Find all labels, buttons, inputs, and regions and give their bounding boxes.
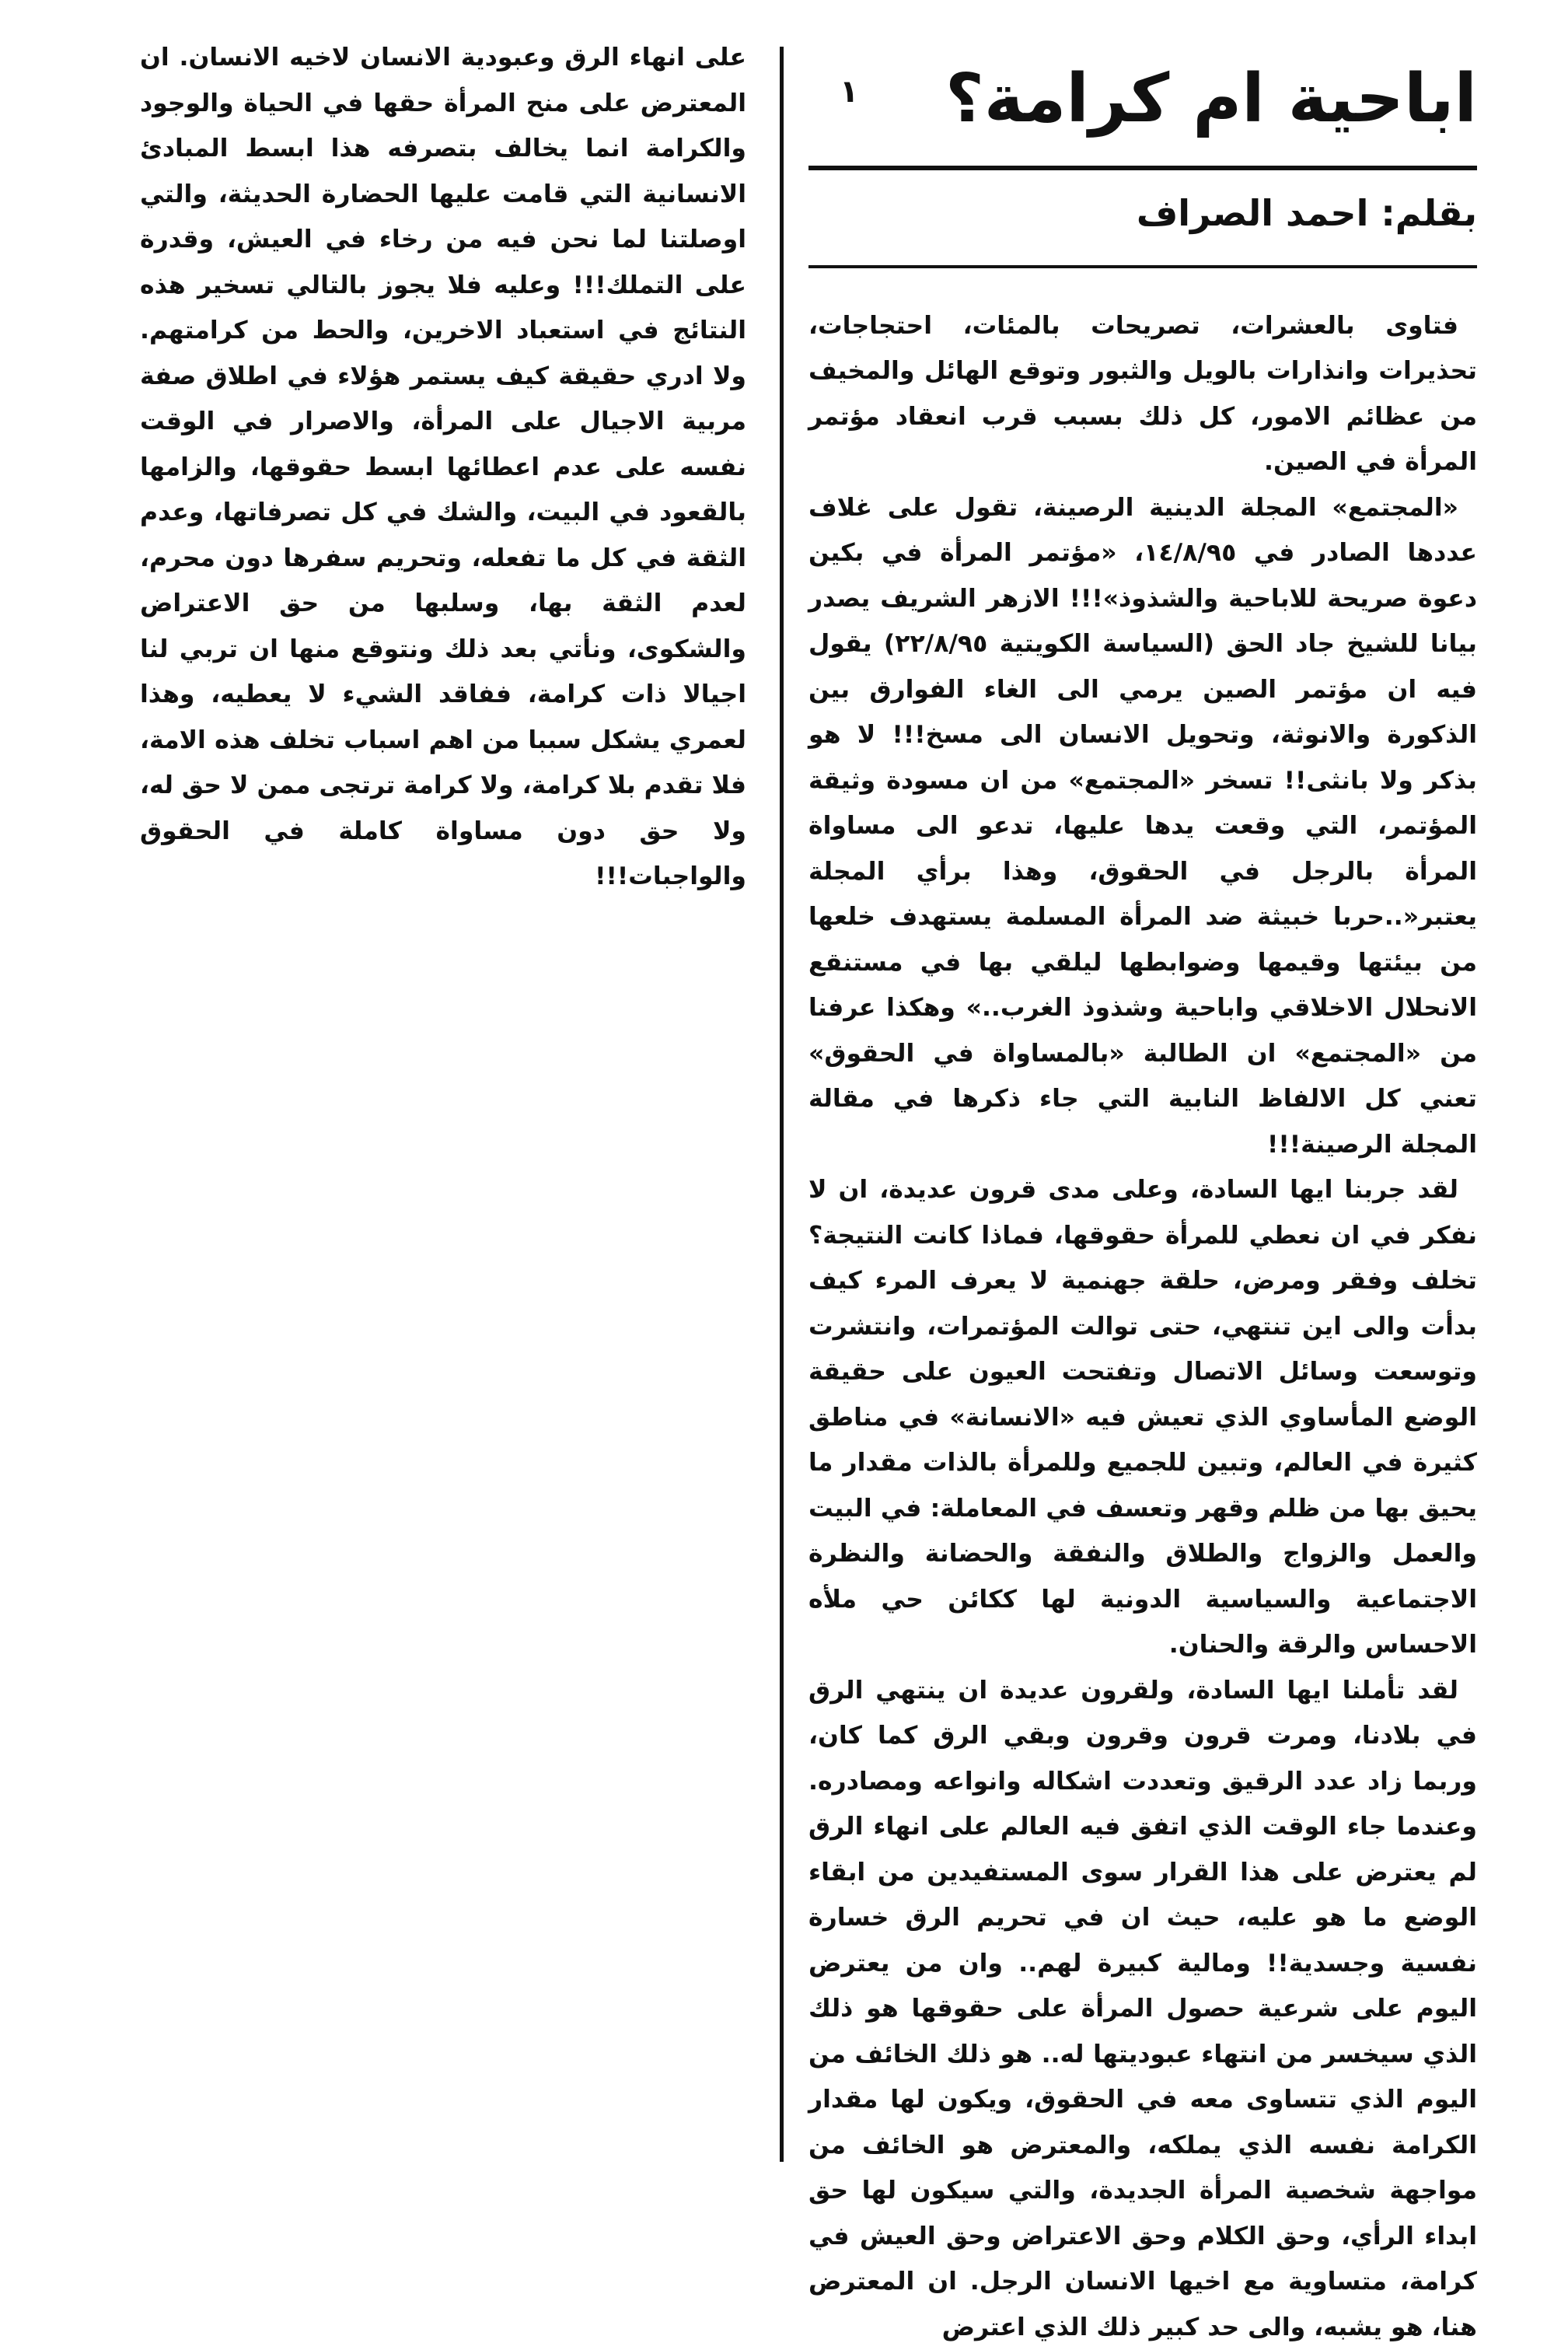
paragraph-1: فتاوى بالعشرات، تصريحات بالمئات، احتجاجات، تحذيرات وانذارات بالويل والثبور وتوقع الهائل والمخيف من عظائم الامور، كل ذلك بسبب قرب انعقاد مؤتمر المرأة في الصين. [808,311,1477,477]
paragraph-2: «المجتمع» المجلة الدينية الرصينة، تقول على غلاف عددها الصادر في ١٤/٨/٩٥، «مؤتمر المرأة في بكين دعوة صريحة للاباحية والشذوذ»!!! الازهر الشريف يصدر بيانا للشيخ جاد الحق (السياسة الكويتية ٢٢/٨/٩٥) يقول فيه ان مؤتمر الصين يرمي الى الغاء الفوارق بين الذكورة والانوثة، وتحويل الانسان الى مسخ!!! لا هو بذكر ولا بانثى!! تسخر «المجتمع» من ان مسودة وثيقة المؤتمر، التي وقعت يدها عليها، تدعو الى مساواة المرأة بالرجل في الحقوق، وهذا برأي المجلة يعتبر«..حربا خبيثة ضد المرأة المسلمة يستهدف خلعها من بيئتها وقيمها وضوابطها ليلقي بها في مستنقع الانحلال الاخلاقي واباحية وشذوذ الغرب..» وهكذا عرفنا من «المجتمع» ان الطالبة «بالمساواة في الحقوق» تعني كل الالفاظ النابية التي جاء ذكرها في مقالة المجلة الرصينة!!! [808,493,1478,1159]
page-number-mark: ١ [840,74,859,110]
continuation-text: على انهاء الرق وعبودية الانسان لاخيه الانسان. ان المعترض على منح المرأة حقها في الحياة والوجود والكرامة انما يخالف بتصرفه هذا ابسط المبادئ الانسانية التي قامت عليها الحضارة الحديثة، والتي اوصلتنا لما نحن فيه من رخاء في العيش، وقدرة على التملك!!! وعليه فلا يجوز بالتالي تسخير هذه النتائج في استعباد الاخرين، والحط من كرامتهم. ولا ادري حقيقة كيف يستمر هؤلاء في اطلاق صفة مربية الاجيال على المرأة، والاصرار في الوقت نفسه على عدم اعطائها ابسط حقوقها، والزامها بالقعود في البيت، والشك في كل تصرفاتها، وعدم الثقة في كل ما تفعله، وتحريم سفرها دون محرم، لعدم الثقة بها، وسلبها من حق الاعتراض والشكوى، ونأتي بعد ذلك ونتوقع منها ان تربي لنا اجيالا ذات كرامة، ففاقد الشيء لا يعطيه، وهذا لعمري يشكل سببا من اهم اسباب تخلف هذه الامة، فلا تقدم بلا كرامة، ولا كرامة ترتجى ممن لا حق له، ولا حق دون مساواة كاملة في الحقوق والواجبات!!! [140,44,746,890]
paragraph-3: لقد جربنا ايها السادة، وعلى مدى قرون عديدة، ان لا نفكر في ان نعطي للمرأة حقوقها، فماذا كانت النتيجة؟ تخلف وفقر ومرض، حلقة جهنمية لا يعرف المرء كيف بدأت والى اين تنتهي، حتى توالت المؤتمرات، وانتشرت وتوسعت وسائل الاتصال وتفتحت العيون على حقيقة الوضع المأساوي الذي تعيش فيه «الانسانة» في مناطق كثيرة في العالم، وتبين للجميع وللمرأة بالذات مقدار ما يحيق بها من ظلم وقهر وتعسف في المعاملة: في البيت والعمل والزواج والطلاق والنفقة والحضانة والنظرة الاجتماعية والسياسية الدونية لها ككائن حي ملأه الاحساس والرقة والحنان. [808,1176,1477,1659]
article-headline: اباحية ام كرامة؟ [945,60,1477,138]
column-divider [780,47,784,2162]
paragraph-4: لقد تأملنا ايها السادة، ولقرون عديدة ان ينتهي الرق في بلادنا، ومرت قرون وقرون وبقي الرق كما كان، وربما زاد عدد الرقيق وتعددت اشكاله وانواعه ومصادره. وعندما جاء الوقت الذي اتفق فيه العالم على انهاء الرق لم يعترض على هذا القرار سوى المستفيدين من ابقاء الوضع ما هو عليه، حيث ان في تحريم الرق خسارة نفسية وجسدية!! ومالية كبيرة لهم.. وان من يعترض اليوم على شرعية حصول المرأة على حقوقها هو ذلك الذي سيخسر من انتهاء عبوديتها له.. هو ذلك الخائف من اليوم الذي تتساوى معه في الحقوق، ويكون لها مقدار الكرامة نفسه الذي يملكه، والمعترض هو الخائف من مواجهة شخصية المرأة الجديدة، والتي سيكون لها حق ابداء الرأي، وحق الكلام وحق الاعتراض وحق العيش في كرامة، متساوية مع اخيها الانسان الرجل. ان المعترض هنا، هو يشبه، والى حد كبير ذلك الذي اعترض [808,1676,1477,2341]
main-article-column [808,62,1477,2350]
headline-rule [808,166,1477,170]
byline-rule [808,265,1477,268]
article-byline: بقلم: احمد الصراف [1136,191,1477,234]
continuation-column [140,35,746,900]
